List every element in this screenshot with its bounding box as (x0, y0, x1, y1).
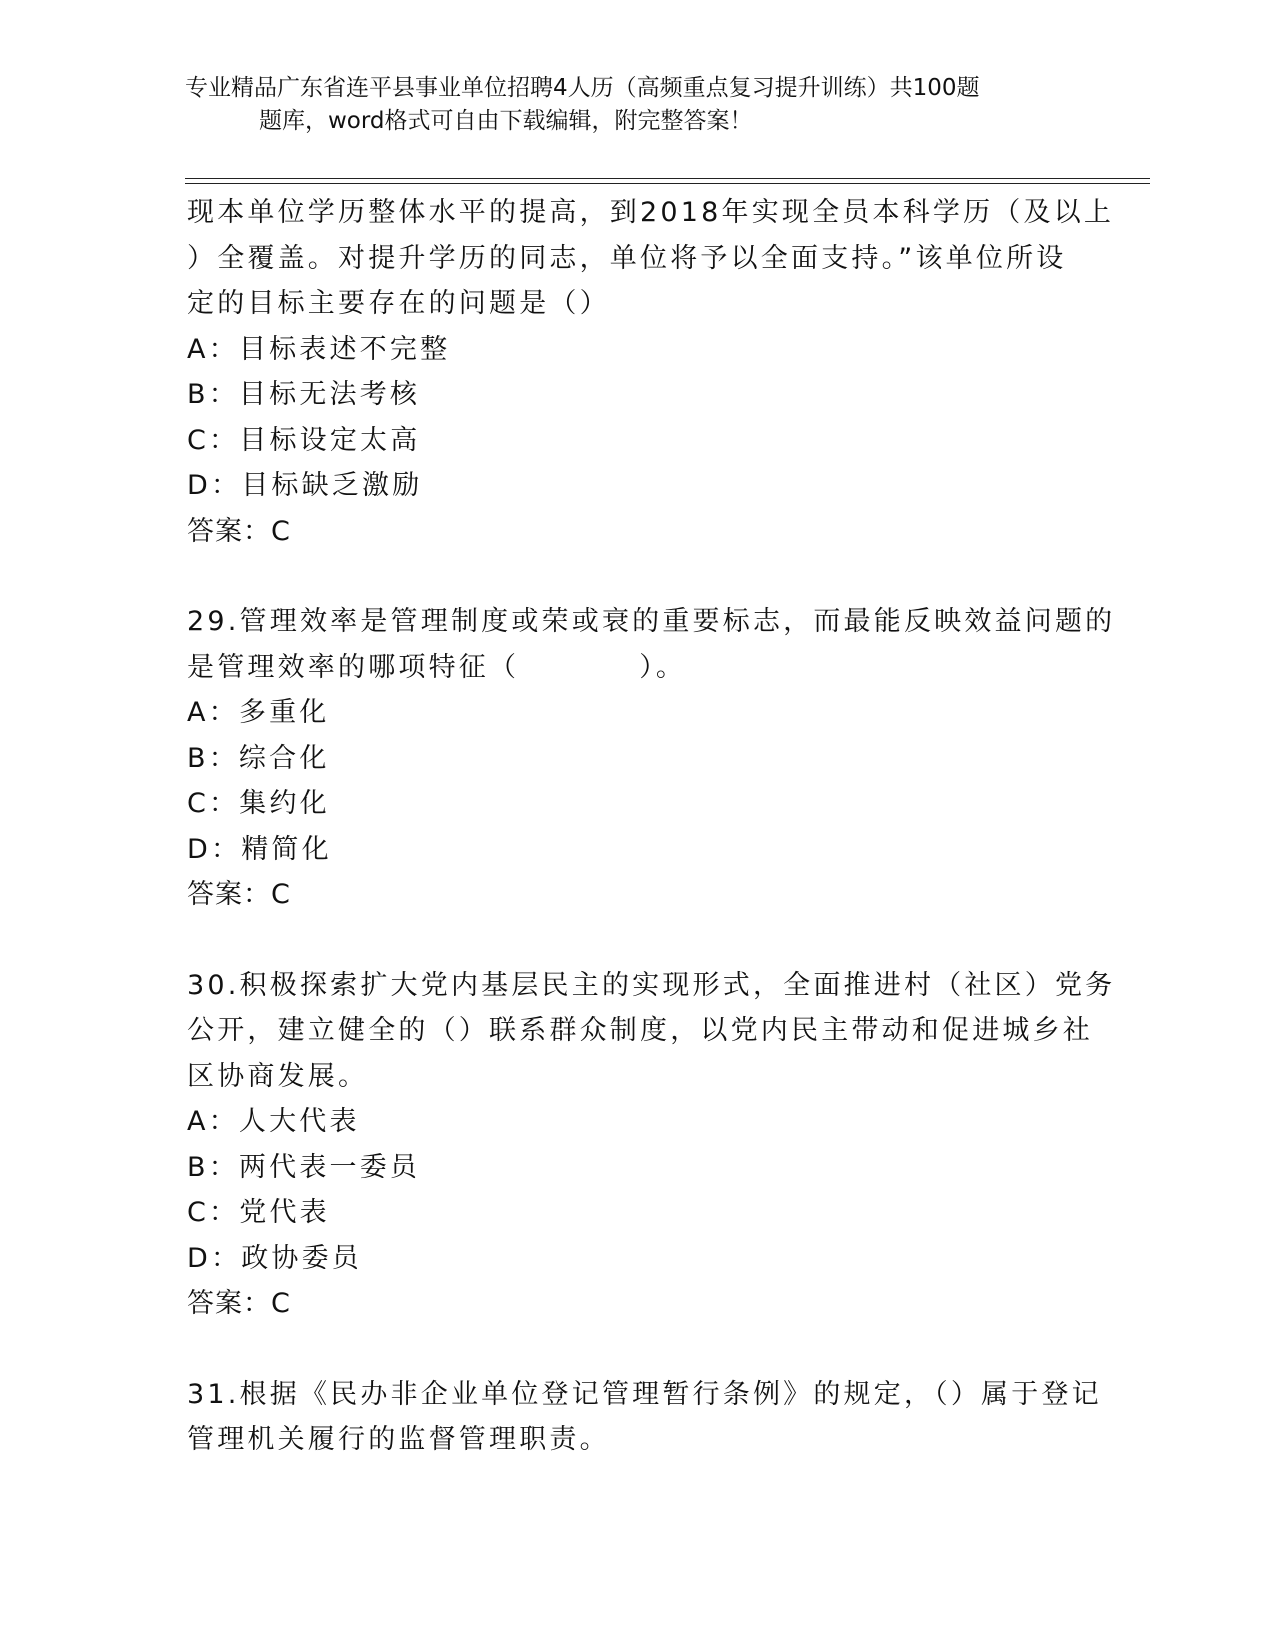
stem-text: ）。 (639, 651, 687, 683)
option-a: A：人大代表 (187, 1106, 360, 1137)
option-a: A：多重化 (187, 697, 330, 728)
stem-line: 定的目标主要存在的问题是（） (187, 288, 610, 319)
stem-line: 区协商发展。 (187, 1060, 369, 1092)
option-d: D：精简化 (187, 833, 332, 865)
stem-line: ）全覆盖。对提升学历的同志，单位将予以全面支持。”该单位所设 (187, 242, 1067, 274)
header-divider-top (185, 178, 1150, 179)
header-divider-bottom (185, 183, 1150, 184)
question-28 (187, 190, 1115, 554)
header-title-line2: 题库，word格式可自由下载编辑，附完整答案！ (259, 108, 753, 134)
header-title-line1: 专业精品广东省连平县事业单位招聘4人历（高频重点复习提升训练）共100题 (185, 75, 980, 101)
stem-line: 公开，建立健全的（）联系群众制度，以党内民主带动和促进城乡社 (187, 1015, 1093, 1046)
stem-line: 29.管理效率是管理制度或荣或衰的重要标志，而最能反映效益问题的 (187, 606, 1116, 637)
option-b: B：综合化 (187, 742, 330, 774)
question-stem (187, 1372, 1102, 1463)
answer: 答案：C (187, 515, 291, 547)
stem-line: 管理机关履行的监督管理职责。 (187, 1424, 610, 1455)
question-31 (187, 1372, 1102, 1463)
option-d: D：政协委员 (187, 1242, 362, 1274)
option-b: B：目标无法考核 (187, 379, 421, 410)
option-c: C：目标设定太高 (187, 424, 421, 456)
question-stem (187, 963, 1116, 1100)
stem-line: 30.积极探索扩大党内基层民主的实现形式，全面推进村（社区）党务 (187, 969, 1116, 1001)
stem-text: 是管理效率的哪项特征（ (187, 651, 520, 683)
question-stem (187, 599, 1116, 690)
option-a: A：目标表述不完整 (187, 333, 451, 365)
stem-line (187, 645, 1087, 691)
document-header (185, 72, 1085, 138)
question-30 (187, 963, 1116, 1327)
question-list (187, 190, 1116, 1463)
question-29 (187, 599, 1116, 918)
stem-line: 31.根据《民办非企业单位登记管理暂行条例》的规定，（）属于登记 (187, 1378, 1102, 1410)
option-b: B：两代表一委员 (187, 1151, 421, 1183)
option-d: D：目标缺乏激励 (187, 470, 423, 501)
question-stem (187, 190, 1115, 327)
answer: 答案：C (187, 879, 291, 910)
option-c: C：集约化 (187, 788, 330, 819)
stem-line: 现本单位学历整体水平的提高，到2018年实现全员本科学历（及以上 (187, 197, 1115, 228)
option-c: C：党代表 (187, 1197, 330, 1228)
answer: 答案：C (187, 1288, 291, 1319)
